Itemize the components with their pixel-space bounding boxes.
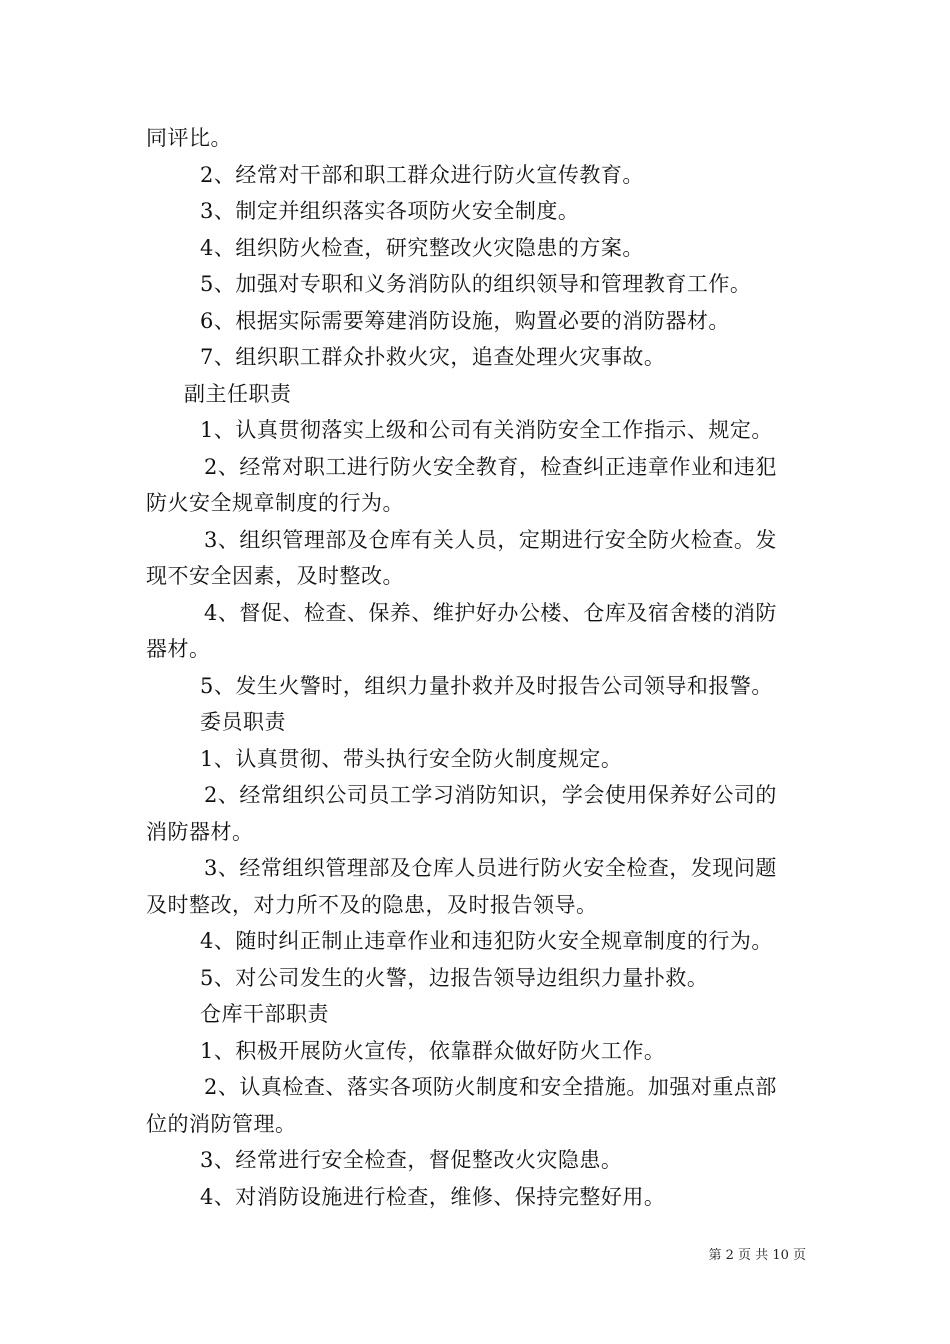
paragraph-continuation: 同评比。 [146,126,232,150]
duty-item: 6、根据实际需要筹建消防设施，购置必要的消防器材。 [200,308,730,333]
document-body [146,120,808,1215]
duty-item: 3、经常组织管理部及仓库人员进行防火安全检查，发现问题 [204,856,777,880]
duty-item: 3、制定并组织落实各项防火安全制度。 [200,199,580,223]
duty-item: 1、积极开展防火宣传，依靠群众做好防火工作。 [200,1038,666,1063]
duty-item: 4、组织防火检查，研究整改火灾隐患的方案。 [200,235,644,260]
duty-item: 3、组织管理部及仓库有关人员，定期进行安全防火检查。发 [204,527,777,552]
duty-item: 5、加强对专职和义务消防队的组织领导和管理教育工作。 [200,272,752,296]
duty-item: 2、经常对干部和职工群众进行防火宣传教育。 [200,162,644,187]
duty-item: 7、组织职工群众扑救火灾，追查处理火灾事故。 [200,345,666,369]
duty-item: 4、随时纠正制止违章作业和违犯防火安全规章制度的行为。 [200,929,773,953]
section-heading-committee-member: 委员职责 [200,710,286,734]
duty-item: 1、认真贯彻落实上级和公司有关消防安全工作指示、规定。 [200,418,773,442]
duty-item: 3、经常进行安全检查，督促整改火灾隐患。 [200,1148,623,1172]
duty-item-continuation: 位的消防管理。 [146,1111,297,1136]
duty-item-continuation: 防火安全规章制度的行为。 [146,491,404,515]
duty-item: 5、发生火警时，组织力量扑救并及时报告公司领导和报警。 [200,673,773,698]
section-heading-vice-director: 副主任职责 [184,381,292,406]
duty-item-continuation: 消防器材。 [146,819,254,844]
duty-item: 5、对公司发生的火警，边报告领导边组织力量扑救。 [200,965,709,990]
duty-item: 4、督促、检查、保养、维护好办公楼、仓库及宿舍楼的消防 [204,600,777,625]
duty-item: 1、认真贯彻、带头执行安全防火制度规定。 [200,746,623,771]
duty-item-continuation: 及时整改，对力所不及的隐患，及时报告领导。 [146,892,598,917]
duty-item: 2、经常对职工进行防火安全教育，检查纠正违章作业和违犯 [204,454,777,479]
duty-item: 2、认真检查、落实各项防火制度和安全措施。加强对重点部 [204,1075,777,1099]
duty-item-continuation: 器材。 [146,637,211,661]
duty-item: 2、经常组织公司员工学习消防知识，学会使用保养好公司的 [204,783,777,807]
duty-item-continuation: 现不安全因素，及时整改。 [146,564,404,588]
page-number-footer: 第 2 页 共 10 页 [708,1248,806,1263]
duty-item: 4、对消防设施进行检查，维修、保持完整好用。 [200,1184,666,1209]
section-heading-warehouse-staff: 仓库干部职责 [200,1002,329,1026]
